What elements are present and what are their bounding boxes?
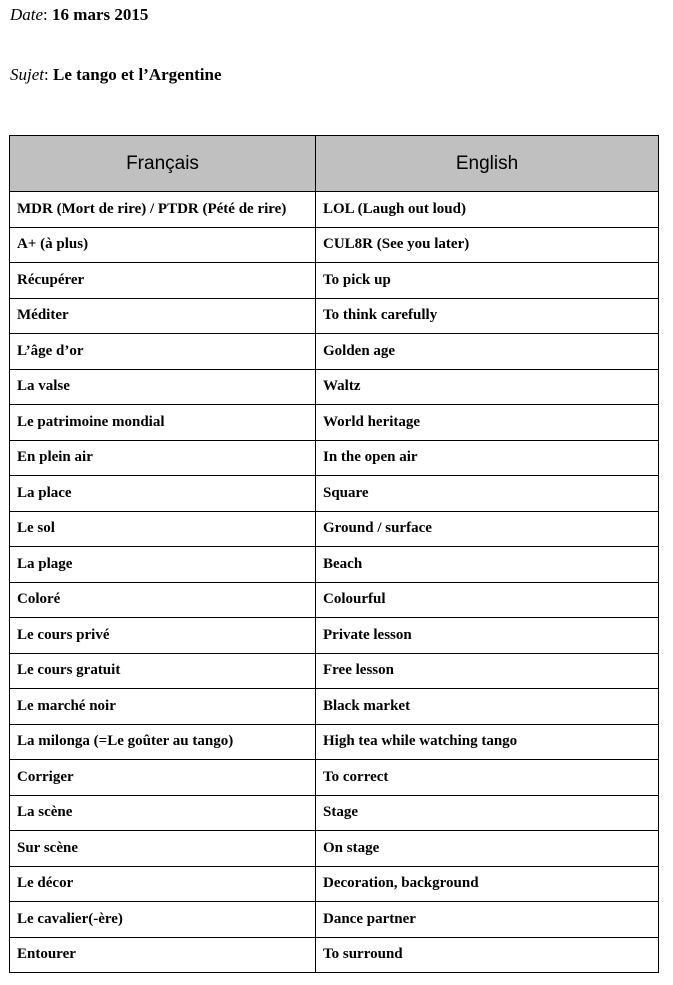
table-row [10, 760, 659, 796]
english-term-cell: Ground / surface [316, 511, 659, 547]
table-row [10, 689, 659, 725]
english-term-cell: LOL (Laugh out loud) [316, 192, 659, 228]
date-line: Date: 16 mars 2015 [10, 5, 149, 24]
french-term-cell: Le patrimoine mondial [10, 405, 316, 441]
table-row [10, 405, 659, 441]
french-term-cell: Méditer [10, 298, 316, 334]
french-term-cell: Corriger [10, 760, 316, 796]
english-term-cell: Golden age [316, 334, 659, 370]
date-value: 16 mars 2015 [52, 5, 149, 24]
column-header-french: Français [10, 136, 316, 192]
english-term-cell: Beach [316, 547, 659, 583]
table-row [10, 192, 659, 228]
table-row [10, 902, 659, 938]
english-term-cell: Decoration, background [316, 866, 659, 902]
table-row [10, 369, 659, 405]
french-term-cell: En plein air [10, 440, 316, 476]
english-term-cell: Square [316, 476, 659, 512]
table-row [10, 511, 659, 547]
french-term-cell: Entourer [10, 937, 316, 973]
english-term-cell: Stage [316, 795, 659, 831]
date-label: Date [10, 5, 44, 24]
english-term-cell: On stage [316, 831, 659, 867]
table-header-row [10, 136, 659, 192]
french-term-cell: La valse [10, 369, 316, 405]
table-row [10, 831, 659, 867]
english-term-cell: Dance partner [316, 902, 659, 938]
french-term-cell: La place [10, 476, 316, 512]
french-term-cell: Récupérer [10, 263, 316, 299]
table-row [10, 227, 659, 263]
french-term-cell: La plage [10, 547, 316, 583]
french-term-cell: MDR (Mort de rire) / PTDR (Pété de rire) [10, 192, 316, 228]
table-row [10, 263, 659, 299]
table-body [10, 192, 659, 973]
subject-line: Sujet: Le tango et l’Argentine [10, 65, 222, 84]
table-row [10, 618, 659, 654]
french-term-cell: Le sol [10, 511, 316, 547]
english-term-cell: To think carefully [316, 298, 659, 334]
english-term-cell: Black market [316, 689, 659, 725]
table-row [10, 866, 659, 902]
english-term-cell: To correct [316, 760, 659, 796]
table-row [10, 582, 659, 618]
subject-value: Le tango et l’Argentine [52, 65, 222, 84]
table-row [10, 476, 659, 512]
table-row [10, 547, 659, 583]
english-term-cell: To pick up [316, 263, 659, 299]
english-term-cell: CUL8R (See you later) [316, 227, 659, 263]
table-row [10, 334, 659, 370]
table-row [10, 795, 659, 831]
french-term-cell: La milonga (=Le goûter au tango) [10, 724, 316, 760]
french-term-cell: Le décor [10, 866, 316, 902]
table-row [10, 653, 659, 689]
french-term-cell: Sur scène [10, 831, 316, 867]
english-term-cell: World heritage [316, 405, 659, 441]
french-term-cell: L’âge d’or [10, 334, 316, 370]
french-term-cell: Le cours privé [10, 618, 316, 654]
table-row [10, 440, 659, 476]
english-term-cell: Waltz [316, 369, 659, 405]
english-term-cell: Colourful [316, 582, 659, 618]
subject-label: Sujet [10, 65, 44, 84]
french-term-cell: A+ (à plus) [10, 227, 316, 263]
vocabulary-table [9, 135, 659, 973]
english-term-cell: In the open air [316, 440, 659, 476]
french-term-cell: Le cours gratuit [10, 653, 316, 689]
french-term-cell: Le marché noir [10, 689, 316, 725]
column-header-english: English [316, 136, 659, 192]
english-term-cell: Free lesson [316, 653, 659, 689]
table-row [10, 298, 659, 334]
french-term-cell: La scène [10, 795, 316, 831]
english-term-cell: To surround [316, 937, 659, 973]
french-term-cell: Coloré [10, 582, 316, 618]
table-row [10, 937, 659, 973]
english-term-cell: Private lesson [316, 618, 659, 654]
french-term-cell: Le cavalier(-ère) [10, 902, 316, 938]
table-row [10, 724, 659, 760]
english-term-cell: High tea while watching tango [316, 724, 659, 760]
